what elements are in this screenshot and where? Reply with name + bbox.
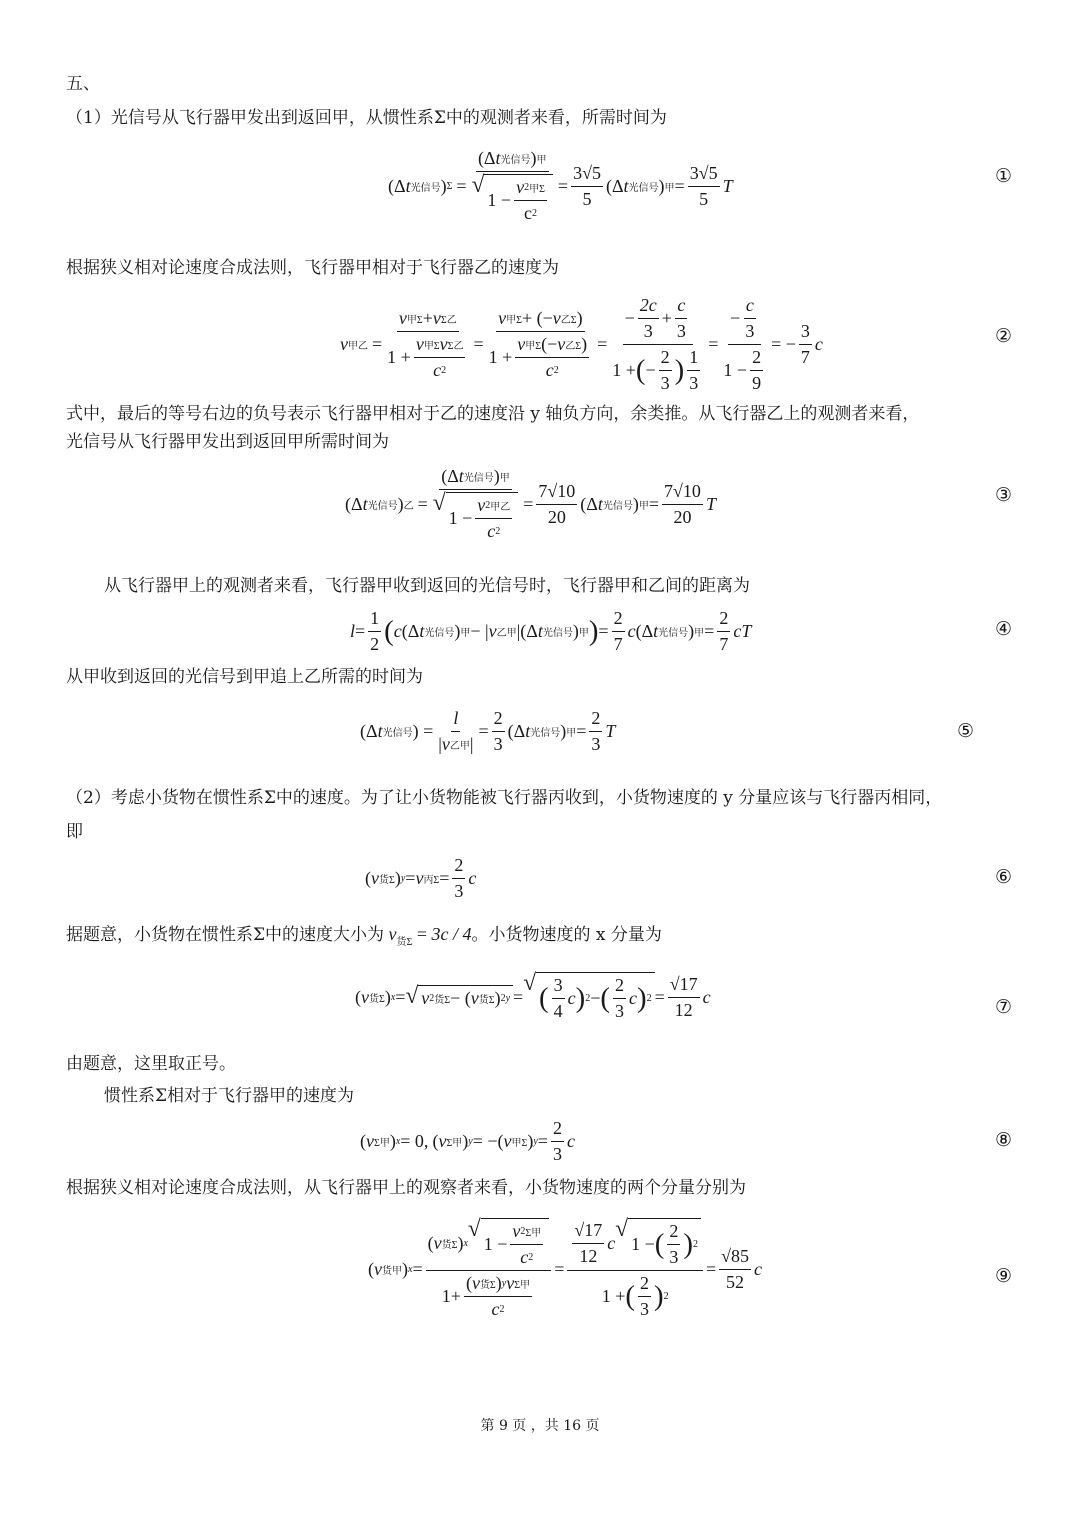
section-heading: 五、 xyxy=(66,74,100,94)
equation-1: (Δ t 光信号 ) Σ = (Δ t 光信号 ) 甲 √ 1 − v 2 甲Σ c 2 = 3√5 5 (Δ t 光信号 ) 甲 = 3√5 5 T xyxy=(388,148,733,223)
text-sign-choice: 由题意，这里取正号。 xyxy=(66,1054,236,1074)
equation-number-1: ① xyxy=(995,165,1013,187)
equation-8: ( v Σ甲 ) x = 0, ( v Σ甲 ) y = −( v 甲Σ ) y = 2 3 c xyxy=(360,1118,575,1164)
text-components: 根据狭义相对论速度合成法则，从飞行器甲上的观察者来看，小货物速度的两个分量分别为 xyxy=(66,1178,746,1198)
part2-intro-1: （2）考虑小货物在惯性系Σ中的速度。为了让小货物能被飞行器丙收到，小货物速度的 y 分量应该与飞行器丙相同， xyxy=(66,788,943,808)
equation-3: (Δ t 光信号 ) 乙 = (Δ t 光信号 ) 甲 √ 1 − v 2 甲 乙 c 2 = 7√10 20 (Δ t 光信号 ) 甲 = 7√10 20 T xyxy=(345,466,716,541)
text-catch-time: 从甲收到返回的光信号到甲追上乙所需的时间为 xyxy=(66,667,423,687)
equation-number-4: ④ xyxy=(995,618,1013,640)
page-footer: 第 9 页 ，共 16 页 xyxy=(480,1418,600,1434)
equation-4: l = 1 2 ( c (Δ t 光信号 ) 甲 − | v 乙甲 |(Δ t 光信号 ) 甲 ) = 2 7 c (Δ t 光信号 ) 甲 = 2 7 cT xyxy=(350,608,752,654)
part1-intro: （1）光信号从飞行器甲发出到返回甲，从惯性系Σ中的观测者来看，所需时间为 xyxy=(66,108,667,128)
equation-number-9: ⑨ xyxy=(995,1265,1013,1287)
equation-6: ( v 货Σ ) y = v 丙Σ = 2 3 c xyxy=(365,855,477,901)
equation-5: (Δ t 光信号 ) = l | v 乙甲 | = 2 3 (Δ t 光信号 ) 甲 = 2 3 T xyxy=(360,708,616,754)
equation-number-3: ③ xyxy=(995,484,1013,506)
text-velocity-rule: 根据狭义相对论速度合成法则，飞行器甲相对于飞行器乙的速度为 xyxy=(66,258,559,278)
text-distance: 从飞行器甲上的观测者来看，飞行器甲收到返回的光信号时，飞行器甲和乙间的距离为 xyxy=(104,576,750,596)
equation-number-8: ⑧ xyxy=(995,1129,1013,1151)
text-sign-note-1: 式中，最后的等号右边的负号表示飞行器甲相对于乙的速度沿 y 轴负方向，余类推。从飞行器乙上的观测者来看， xyxy=(66,404,920,424)
equation-number-6: ⑥ xyxy=(995,866,1013,888)
equation-number-7: ⑦ xyxy=(995,996,1013,1018)
part2-intro-2: 即 xyxy=(66,822,83,842)
equation-7: ( v 货Σ ) x = √ v 2 货Σ − ( v 货Σ ) 2 y = √ ( 3 4 c ) 2 − ( 2 3 c ) 2 = √17 12 c xyxy=(355,970,711,1021)
equation-9: ( v 货甲 ) x = ( v 货Σ ) x √ 1 − v 2 Σ甲 c 2 1+ ( v 货Σ ) y v Σ甲 c 2 = √17 12 c √ 1 − ( 2 3 ) 2 1 + ( 2 3 ) 2 = √85 52 c xyxy=(368,1216,762,1319)
equation-number-2: ② xyxy=(995,325,1013,347)
text-sign-note-2: 光信号从飞行器甲发出到返回甲所需时间为 xyxy=(66,432,389,452)
equation-number-5: ⑤ xyxy=(957,720,975,742)
equation-2: v 甲 乙 = v 甲Σ + v Σ乙 1 + v 甲Σ v Σ乙 c 2 = v 甲Σ + (− v 乙Σ ) 1 + v 甲Σ (− v 乙Σ ) c 2 = − 2c 3 + c 3 1 + ( − 2 3 ) 1 3 = − c 3 1 − 2 9 = − 3 7 c xyxy=(340,295,823,393)
text-frame-velocity: 惯性系Σ相对于飞行器甲的速度为 xyxy=(104,1086,355,1106)
text-speed-given: 据题意，小货物在惯性系Σ中的速度大小为 $v_{货\Sigma} = 3c / 4$。小货物速度的 x 分量为 xyxy=(66,924,662,948)
